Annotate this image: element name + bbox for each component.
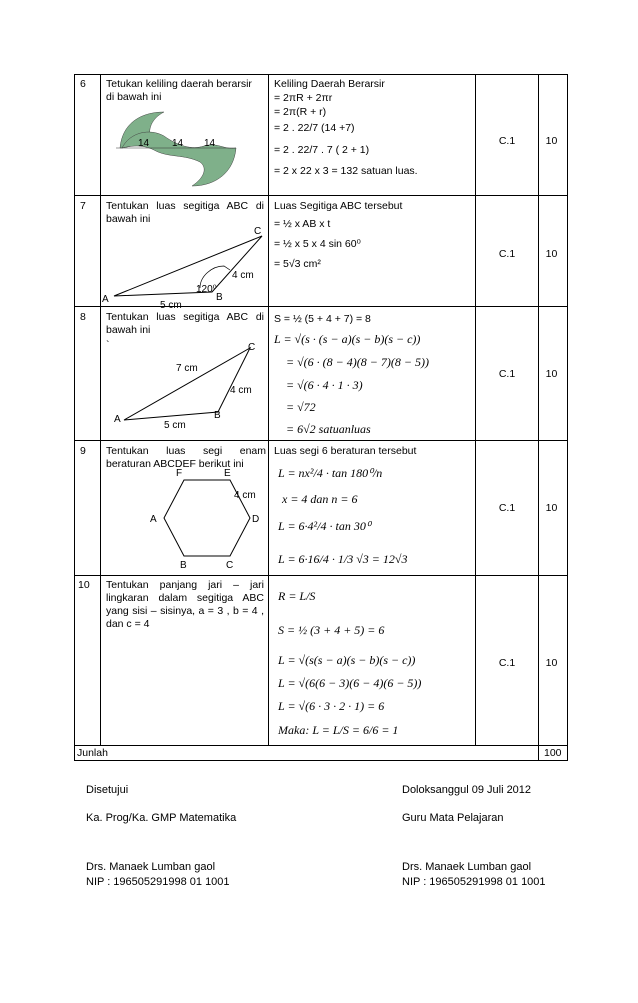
answer-line: S = ½ (3 + 4 + 5) = 6 [278, 623, 385, 637]
question-text: Tentukan panjang jari – jari lingkaran dalam segitiga ABC yang sisi – sisinya, a = 3 , b = 4 , dan c = 4 [106, 579, 264, 630]
competency-code: C.1 [498, 368, 516, 380]
triangle-shape [124, 348, 250, 420]
answer-line: = ½ x AB x t [274, 218, 331, 230]
triangle-shape [114, 236, 262, 296]
approver-name: Drs. Manaek Lumban gaol [86, 861, 216, 873]
vertex-label: B [180, 560, 187, 571]
competency-code: C.1 [498, 135, 516, 147]
approver-role: Ka. Prog/Ka. GMP Matematika [86, 812, 237, 824]
total-label: Junlah [77, 747, 108, 759]
score-value: 10 [545, 248, 558, 260]
answer-line: L = nx²/4 · tan 180⁰/n [278, 466, 383, 480]
answer-line: L = 6·4²/4 · tan 30⁰ [278, 519, 371, 533]
answer-line: x = 4 dan n = 6 [282, 492, 358, 506]
answer-line: Keliling Daerah Berarsir [274, 78, 385, 90]
vertex-label: C [248, 342, 256, 353]
row-number: 6 [80, 78, 86, 90]
answer-line: = 2πR + 2πr [274, 92, 333, 104]
angle-label: 120⁰ [196, 284, 217, 295]
answer-line: L = √(s(s − a)(s − b)(s − c)) [278, 653, 416, 667]
answer-line: = √(6 · (8 − 4)(8 − 7)(8 − 5)) [286, 355, 429, 369]
answer-line: = 2π(R + r) [274, 106, 327, 118]
figure-label: 14 [138, 138, 150, 149]
row-number: 9 [80, 445, 86, 457]
vertex-label: B [216, 292, 223, 303]
shaded-yin-yang-figure [112, 106, 240, 190]
teacher-nip: NIP : 196505291998 01 1001 [402, 876, 546, 888]
question-text: Tetukan keliling daerah berarsir di bawah ini [106, 78, 252, 103]
answer-line: = 2 . 22/7 (14 +7) [274, 122, 355, 134]
answer-line: = 5√3 cm² [274, 258, 321, 270]
side-label: 4 cm [230, 385, 252, 396]
answer-line: = ½ x 5 x 4 sin 60⁰ [274, 238, 361, 250]
vertex-label: A [114, 414, 121, 425]
question-text: Tentukan luas segi enam beraturan ABCDEF berikut ini [106, 445, 266, 470]
vertex-label: A [102, 294, 109, 305]
answer-line: = √(6 · 4 · 1 · 3) [286, 378, 363, 392]
answer-line: L = √(6 · 3 · 2 · 1) = 6 [278, 699, 385, 713]
answer-line: = 6√2 satuanluas [286, 422, 371, 436]
approver-nip: NIP : 196505291998 01 1001 [86, 876, 230, 888]
row-number: 7 [80, 200, 86, 212]
side-label: 4 cm [232, 270, 254, 281]
vertex-label: F [176, 468, 183, 479]
answer-line: Luas segi 6 beraturan tersebut [274, 445, 417, 457]
competency-code: C.1 [498, 248, 516, 260]
vertex-label: C [226, 560, 234, 571]
teacher-name: Drs. Manaek Lumban gaol [402, 861, 532, 873]
answer-line: = √72 [286, 400, 316, 414]
answer-line: = 2 . 22/7 . 7 ( 2 + 1) [274, 144, 370, 156]
score-value: 10 [545, 368, 558, 380]
score-value: 10 [545, 135, 558, 147]
vertex-label: B [214, 410, 221, 421]
answer-line: L = √(6(6 − 3)(6 − 4)(6 − 5)) [278, 676, 422, 690]
competency-code: C.1 [498, 657, 516, 669]
place-date: Doloksanggul 09 Juli 2012 [402, 784, 532, 796]
question-text: Tentukan luas segitiga ABC di bawah ini [106, 311, 264, 336]
figure-label: 14 [172, 138, 184, 149]
row-number: 8 [80, 311, 86, 323]
vertex-label: D [252, 514, 260, 525]
side-label: 7 cm [176, 363, 198, 374]
side-label: 4 cm [234, 490, 256, 501]
answer-line: L = √(s · (s − a)(s − b)(s − c)) [274, 332, 421, 346]
stray-mark: ` [106, 339, 110, 351]
triangle-abc-figure [100, 222, 268, 308]
hexagon-figure [140, 466, 266, 572]
question-text: Tentukan luas segitiga ABC di bawah ini [106, 200, 264, 225]
answer-line: S = ½ (5 + 4 + 7) = 8 [274, 313, 371, 325]
row-number: 10 [78, 579, 90, 591]
vertex-label: A [150, 514, 157, 525]
triangle-abc-figure [100, 338, 268, 438]
figure-label: 14 [204, 138, 216, 149]
approved-label: Disetujui [86, 784, 129, 796]
side-label: 5 cm [160, 300, 182, 308]
answer-line: R = L/S [278, 589, 316, 603]
side-label: 5 cm [164, 420, 186, 431]
answer-line: L = 6·16/4 · 1/3 √3 = 12√3 [278, 552, 408, 566]
competency-code: C.1 [498, 502, 516, 514]
vertex-label: C [254, 226, 262, 237]
score-value: 10 [545, 657, 558, 669]
answer-line: Maka: L = L/S = 6/6 = 1 [278, 723, 399, 737]
score-value: 10 [545, 502, 558, 514]
total-value: 100 [544, 747, 562, 759]
answer-line: = 2 x 22 x 3 = 132 satuan luas. [274, 165, 418, 177]
vertex-label: E [224, 468, 231, 479]
teacher-role: Guru Mata Pelajaran [402, 812, 504, 824]
answer-line: Luas Segitiga ABC tersebut [274, 200, 403, 212]
